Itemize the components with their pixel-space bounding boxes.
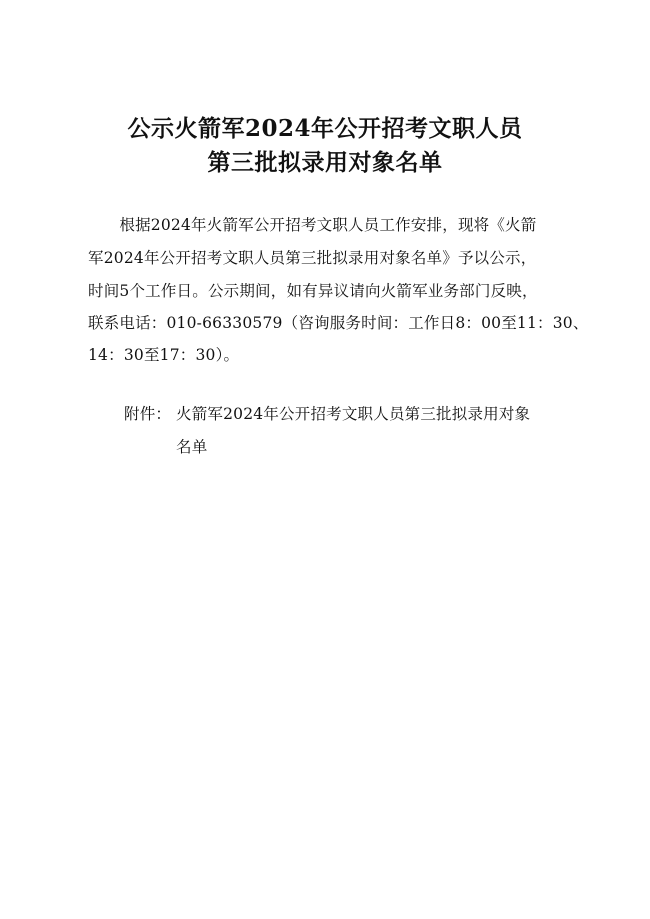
paragraph-line: 根据2024年火箭军公开招考文职人员工作安排，现将《火箭 xyxy=(88,216,537,234)
attachment-title-line: 火箭军2024年公开招考文职人员第三批拟录用对象 xyxy=(176,405,531,423)
document-title-line-1: 公示火箭军2024年公开招考文职人员 xyxy=(127,115,523,142)
paragraph-line: 军2024年公开招考文职人员第三批拟录用对象名单》予以公示， xyxy=(88,249,537,267)
attachment-label: 附件： xyxy=(124,405,172,423)
paragraph-line: 14：30至17：30）。 xyxy=(88,346,240,364)
document-title-line-2: 第三批拟录用对象名单 xyxy=(207,149,443,176)
paragraph-line: 联系电话：010-66330579（咨询服务时间：工作日8：00至11：30、 xyxy=(88,314,589,332)
attachment-title-line: 名单 xyxy=(176,438,208,456)
paragraph-line: 时间5个工作日。公示期间，如有异议请向火箭军业务部门反映， xyxy=(88,282,538,300)
